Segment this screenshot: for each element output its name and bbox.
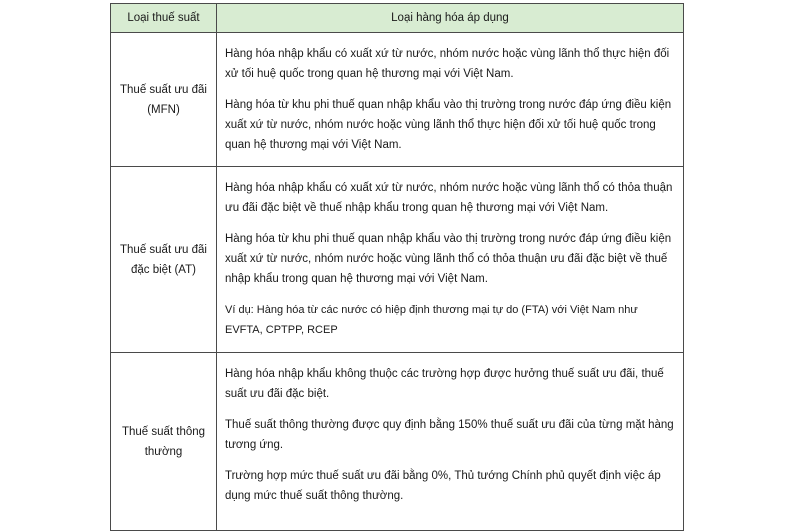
description-paragraph: Hàng hóa nhập khẩu có xuất xứ từ nước, nhóm nước hoặc vùng lãnh thổ thực hiện đối xử tối huệ quốc trong quan hệ thương mại với Việt Nam. [225, 48, 670, 80]
description-paragraph: Hàng hóa nhập khẩu không thuộc các trường hợp được hưởng thuế suất ưu đãi, thuế suất ưu đãi đặc biệt. [225, 368, 664, 400]
description-paragraph: Trường hợp mức thuế suất ưu đãi bằng 0%, Thủ tướng Chính phủ quyết định việc áp dụng mức thuế suất thông thường. [225, 470, 661, 502]
tax-rate-table [110, 3, 684, 531]
tax-type-sublabel: (MFN) [147, 103, 180, 116]
tax-type-sublabel: thường [144, 445, 183, 458]
description-paragraph: Hàng hóa từ khu phi thuế quan nhập khẩu vào thị trường trong nước đáp ứng điều kiện xuất xứ từ nước, nhóm nước hoặc vùng lãnh thổ có thỏa thuận ưu đãi đặc biệt về thuế nhập khẩu trong quan hệ thương mại với Việt Nam. [225, 233, 672, 285]
tax-type-label: Thuế suất ưu đãi [120, 83, 207, 96]
description-paragraph: Hàng hóa từ khu phi thuế quan nhập khẩu vào thị trường trong nước đáp ứng điều kiện xuất xứ từ nước, nhóm nước hoặc vùng lãnh thổ thực hiện đối xử tối huệ quốc trong quan hệ thương mại với Việt Nam. [225, 99, 672, 151]
tax-type-label: Thuế suất thông [121, 425, 206, 438]
tax-type-cell [111, 353, 217, 531]
description-paragraph: Thuế suất thông thường được quy định bằng 150% thuế suất ưu đãi của từng mặt hàng tương ứng. [225, 419, 674, 451]
table-row-normal [111, 353, 684, 531]
description-paragraph: Hàng hóa nhập khẩu có xuất xứ từ nước, nhóm nước hoặc vùng lãnh thổ có thỏa thuận ưu đãi đặc biệt về thuế nhập khẩu trong quan hệ thương mại với Việt Nam. [225, 182, 673, 214]
example-note: Ví dụ: Hàng hóa từ các nước có hiệp định thương mại tự do (FTA) với Việt Nam như EVFTA, CPTPP, RCEP [225, 304, 638, 336]
goods-description-cell [217, 353, 684, 531]
header-applicable-goods: Loại hàng hóa áp dụng [217, 4, 684, 33]
goods-description-cell [217, 33, 684, 167]
header-tax-type: Loại thuế suất [111, 4, 217, 33]
table-header-row [111, 4, 684, 33]
tax-type-label: Thuế suất ưu đãi [120, 243, 207, 256]
table-row-mfn [111, 33, 684, 167]
goods-description-cell [217, 167, 684, 353]
tax-type-cell [111, 167, 217, 353]
tax-type-cell [111, 33, 217, 167]
table-row-at [111, 167, 684, 353]
tax-type-sublabel: đặc biệt (AT) [131, 263, 196, 276]
